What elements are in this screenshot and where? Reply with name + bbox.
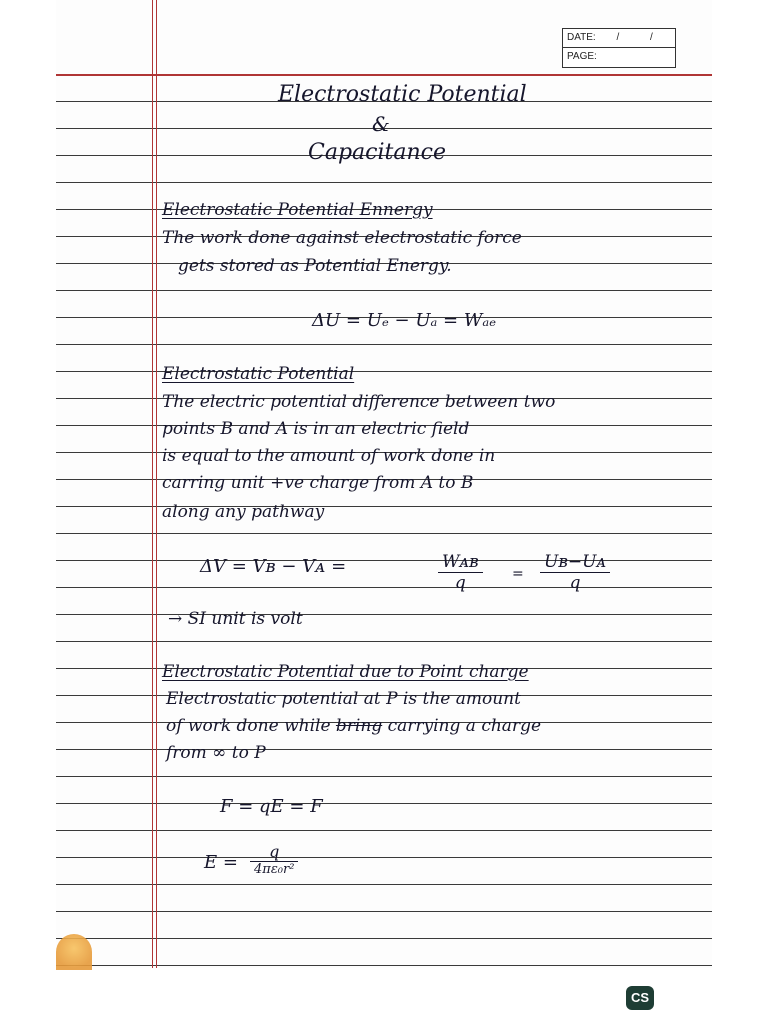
date-label: DATE:: [567, 32, 596, 43]
thumb-blob: [56, 934, 92, 970]
top-margin-line: [56, 74, 712, 76]
section3-fraction: [250, 842, 298, 877]
section1-heading: Electrostatic Potential Ennergy: [162, 200, 433, 220]
section1-line-1: The work done against electrostatic force: [162, 228, 522, 248]
left-margin-line-2: [156, 0, 157, 968]
section2-line-5: along any pathway: [162, 502, 325, 522]
section2-line-3: is equal to the amount of work done in: [162, 446, 496, 466]
left-margin-line: [152, 0, 153, 968]
section2-equals: =: [512, 566, 524, 582]
section2-unit-line: → SI unit is volt: [168, 609, 303, 629]
fraction-2-numerator: Uʙ−Uᴀ: [540, 552, 610, 573]
title-line-1: Electrostatic Potential: [278, 82, 527, 107]
fraction-1-denominator: q: [454, 573, 466, 593]
page-label: PAGE:: [567, 51, 597, 62]
section2-fraction-2: [540, 552, 610, 593]
section1-formula: ΔU = Uₑ − Uₐ = Wₐₑ: [312, 310, 497, 331]
section2-formula-lhs: ΔV = Vʙ − Vᴀ =: [200, 556, 347, 577]
section3-line-2-prefix: of work done while: [166, 716, 336, 736]
section3-heading: Electrostatic Potential due to Point charge: [162, 662, 529, 682]
struck-word: bring: [335, 716, 383, 736]
section2-line-4: carring unit +ve charge from A to B: [162, 473, 474, 493]
camscanner-logo-icon: CS: [626, 986, 654, 1010]
section3-formula-2-lhs: E =: [204, 852, 238, 873]
section3-line-3: from ∞ to P: [166, 743, 266, 763]
section2-fraction-1: [438, 552, 483, 593]
title-line-3: Capacitance: [308, 140, 446, 165]
section3-line-2-suffix: carrying a charge: [382, 716, 542, 736]
section3-formula-1: F = qE = F: [220, 796, 323, 817]
section3-line-1: Electrostatic potential at P is the amount: [166, 689, 521, 709]
section3-fraction-numerator: q: [250, 842, 298, 862]
section3-line-2: [166, 716, 541, 736]
section2-line-1: The electric potential difference between two: [162, 392, 556, 412]
section1-line-2: gets stored as Potential Energy.: [178, 256, 452, 276]
date-value: / /: [616, 32, 667, 43]
section2-heading: Electrostatic Potential: [162, 364, 355, 384]
date-page-stamp: [562, 28, 676, 68]
fraction-2-denominator: q: [569, 573, 581, 593]
section3-fraction-denominator: 4πε₀r²: [254, 862, 295, 877]
fraction-1-numerator: Wᴀʙ: [438, 552, 483, 573]
section2-line-2: points B and A is in an electric field: [162, 419, 470, 439]
title-line-2: &: [372, 112, 390, 136]
